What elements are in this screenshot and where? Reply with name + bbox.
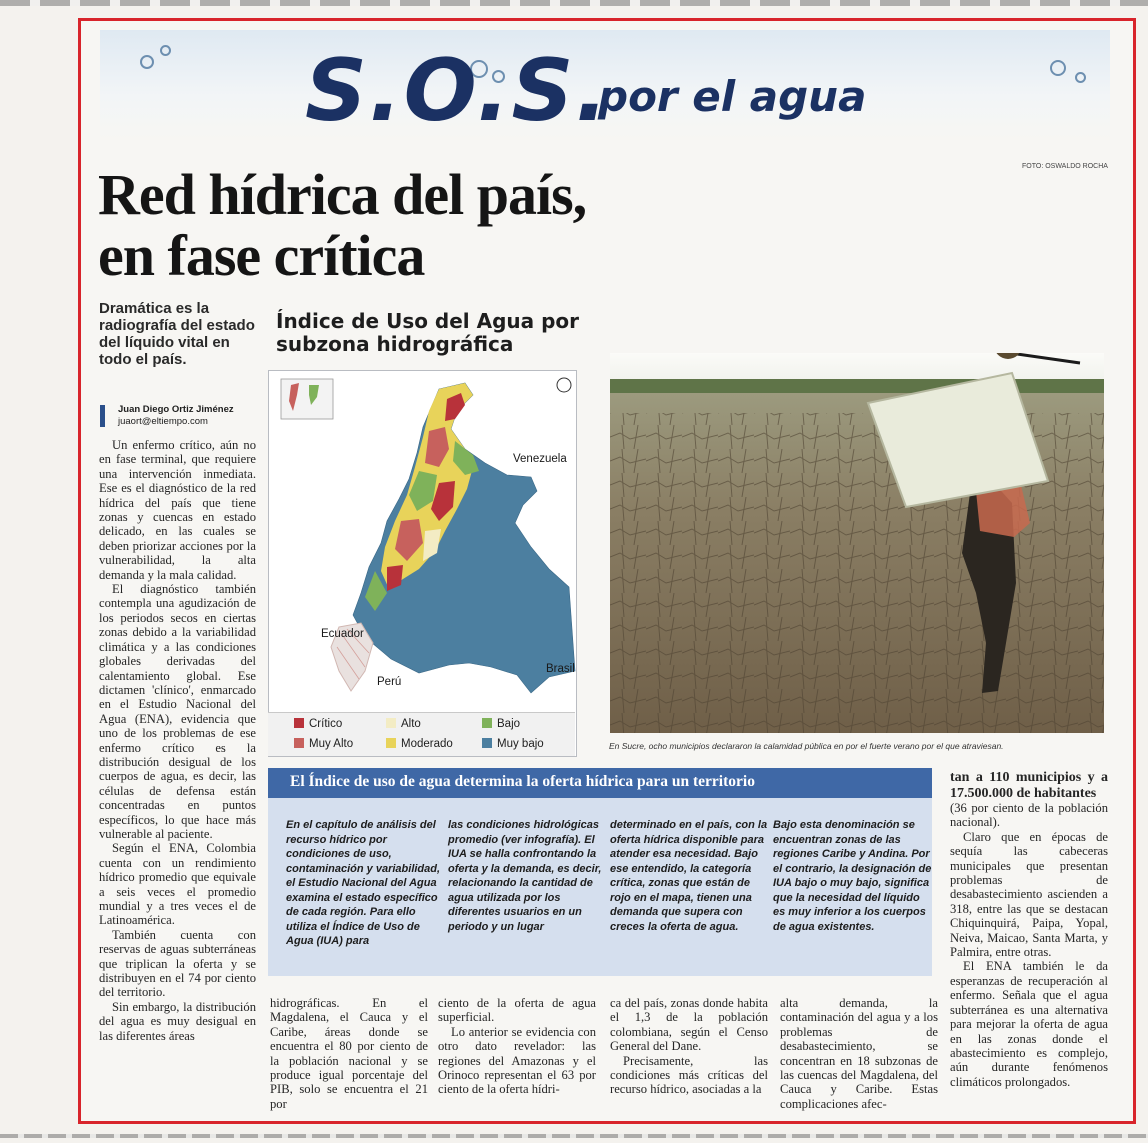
byline-author: Juan Diego Ortiz Jiménez bbox=[118, 404, 234, 415]
legend-item bbox=[294, 738, 353, 750]
infobox-text: Bajo esta denominación se encuentran zonas de las regiones Caribe y Andina. Por el contrario, la designación de IUA bajo o muy bajo, significa que la necesidad del líquido es muy inferior a los cuerpos de agua existentes. bbox=[773, 819, 932, 933]
paragraph: Un enfermo crítico, aún no en fase terminal, que requiere una intervención inmediata. Ese es el diagnóstico de la red hídrica del país que tiene zonas y cuencas en estado delicado, en las cuales se deben priorizar acciones por la vulnerabilidad, la alta demanda y la mala calidad. bbox=[99, 438, 256, 582]
legend-swatch bbox=[386, 718, 396, 728]
masthead-subtitle: por el agua bbox=[598, 72, 867, 121]
paragraph: Lo anterior se evidencia con otro dato revelador: las regiones del Amazonas y el Orinoco representan el 63 por ciento de la oferta hídri- bbox=[438, 1024, 596, 1097]
paragraph: alta demanda, la contaminación del agua y a los problemas de desabastecimiento, se concentran en 18 subzonas de las cuencas del Magdalena, del Cauca y Caribe. Estas complicaciones afec- bbox=[780, 996, 938, 1111]
paragraph: (36 por ciento de la población nacional). bbox=[950, 801, 1108, 830]
photo-illustration bbox=[610, 353, 1104, 733]
paragraph: Precisamente, las condiciones más críticas del recurso hídrico, asociadas a la bbox=[610, 1053, 768, 1097]
body-column-2 bbox=[270, 996, 428, 1111]
bubble-decoration bbox=[160, 45, 171, 56]
body-column-1 bbox=[99, 438, 256, 1043]
byline-bar bbox=[100, 405, 105, 427]
legend-swatch bbox=[482, 718, 492, 728]
paragraph: También cuenta con reservas de aguas subterráneas que triplican la oferta y se distribuyen en el 74 por ciento del territorio. bbox=[99, 927, 256, 1000]
legend-item bbox=[482, 718, 520, 730]
infobox-title: El Índice de uso de agua determina la oferta hídrica para un territorio bbox=[290, 773, 755, 790]
map-infographic bbox=[268, 370, 577, 757]
legend-item bbox=[294, 718, 342, 730]
infobox-column bbox=[773, 818, 933, 934]
legend-label: Alto bbox=[401, 718, 421, 730]
paragraph: Según el ENA, Colombia cuenta con un rendimiento hídrico promedio que equivale a seis veces el promedio mundial y a tres veces el de Latinoamérica. bbox=[99, 841, 256, 928]
label-ecuador: Ecuador bbox=[321, 628, 364, 640]
body-column-3 bbox=[438, 996, 596, 1097]
legend-swatch bbox=[482, 738, 492, 748]
paragraph: Sin embargo, la distribución del agua es muy desigual en las diferentes áreas bbox=[99, 999, 256, 1043]
legend-label: Crítico bbox=[309, 718, 343, 730]
map-title: Índice de Uso del Agua por subzona hidrográfica bbox=[276, 309, 580, 356]
legend-swatch bbox=[294, 718, 304, 728]
infobox-text: En el capítulo de análisis del recurso hídrico por condiciones de uso, contaminación y variabilidad, el Estudio Nacional del Agua examina el estado específico de cada región. Para ello utiliza el Índice de Uso de Agua (IUA) para bbox=[286, 819, 441, 947]
paragraph: ca del país, zonas donde habita el 1,3 de la población colombiana, según el Censo General del Dane. bbox=[610, 996, 768, 1054]
bubble-decoration bbox=[1075, 72, 1086, 83]
paragraph-lead: tan a 110 municipios y a 17.500.000 de habitantes bbox=[950, 770, 1108, 801]
bubble-decoration bbox=[1050, 60, 1066, 76]
tree-line bbox=[610, 379, 1104, 395]
legend-swatch bbox=[386, 738, 396, 748]
deck: Dramática es la radiografía del estado del líquido vital en todo el país. bbox=[99, 300, 255, 368]
infobox-text: determinado en el país, con la oferta hídrica disponible para atender esa necesidad. Bajo ese entendido, la categoría crítica, zonas que están de rojo en el mapa, tienen una demanda que supera con creces la oferta de agua. bbox=[610, 819, 768, 933]
legend-swatch bbox=[294, 738, 304, 748]
paragraph: El ENA también le da esperanzas de recuperación al enfermo. Señala que el agua subterránea es una alternativa para mejorar la oferta de agua en las zonas donde el abastecimiento es complejo, aún durante fenómenos climáticos prolongados. bbox=[950, 959, 1108, 1089]
inset-map bbox=[281, 379, 333, 419]
scan-edge-bottom bbox=[0, 1134, 1148, 1138]
infobox-column bbox=[448, 818, 608, 934]
infobox-text: las condiciones hidrológicas promedio (ver infografía). El IUA se halla confrontando la oferta y la demanda, es decir, relacionando la cantidad de agua utilizada por los diferentes usuarios en un periodo y un lugar bbox=[448, 819, 602, 933]
legend-label: Muy bajo bbox=[497, 738, 544, 750]
infobox-column bbox=[610, 818, 770, 934]
paragraph: ciento de la oferta de agua superficial. bbox=[438, 996, 596, 1025]
map-legend bbox=[268, 712, 575, 756]
byline-email[interactable]: juaort@eltiempo.com bbox=[118, 416, 208, 427]
masthead-title: S.O.S. bbox=[305, 41, 611, 141]
paragraph: Claro que en épocas de sequía las cabeceras municipales que presentan problemas de desabastecimiento ascienden a 318, entre las que se destacan Chiquinquirá, Paipa, Yopal, Neiva, Maicao, Santa Marta, y Palmira, entre otras. bbox=[950, 829, 1108, 960]
bubble-decoration bbox=[140, 55, 154, 69]
label-peru: Perú bbox=[377, 676, 402, 688]
body-column-4 bbox=[610, 996, 768, 1097]
body-column-5 bbox=[780, 996, 938, 1111]
headline: Red hídrica del país, en fase crítica bbox=[98, 162, 587, 288]
infobox-column bbox=[286, 818, 446, 949]
legend-item bbox=[386, 718, 421, 730]
photo-credit: FOTO: OSWALDO ROCHA bbox=[1022, 163, 1108, 170]
legend-label: Moderado bbox=[401, 738, 453, 750]
legend-item bbox=[482, 738, 544, 750]
drought-photo bbox=[610, 353, 1104, 733]
label-venezuela: Venezuela bbox=[513, 453, 567, 465]
paragraph: hidrográficas. En el Magdalena, el Cauca y el Caribe, áreas donde se encuentra el 80 por ciento de la población nacional y se produce igual porcentaje del PIB, solo se encuentra el 21 por bbox=[270, 996, 428, 1111]
legend-label: Muy Alto bbox=[309, 738, 354, 750]
colombia-map bbox=[269, 371, 576, 713]
paragraph: El diagnóstico también contempla una agudización de los periodos secos en ciertas zonas debido a la variabilidad climática y a las condiciones globales derivadas del calentamiento global. Ese dictamen 'clínico', enmarcado en el Estudio Nacional del Agua (ENA), evidencia que uno de los problemas de ese enfermo crítico es la distribución desigual de los cuerpos de agua, es decir, las células de defensa están concentradas en puntos específicos, lo que hace más vulnerable al paciente. bbox=[99, 582, 256, 841]
legend-label: Bajo bbox=[497, 718, 521, 730]
body-column-6 bbox=[950, 770, 1108, 1089]
scan-edge-top bbox=[0, 0, 1148, 6]
label-brasil: Brasil bbox=[546, 663, 575, 675]
legend-item bbox=[386, 738, 453, 750]
photo-caption: En Sucre, ocho municipios declararon la calamidad pública en por el fuerte verano por el que atraviesan. bbox=[609, 741, 1004, 751]
